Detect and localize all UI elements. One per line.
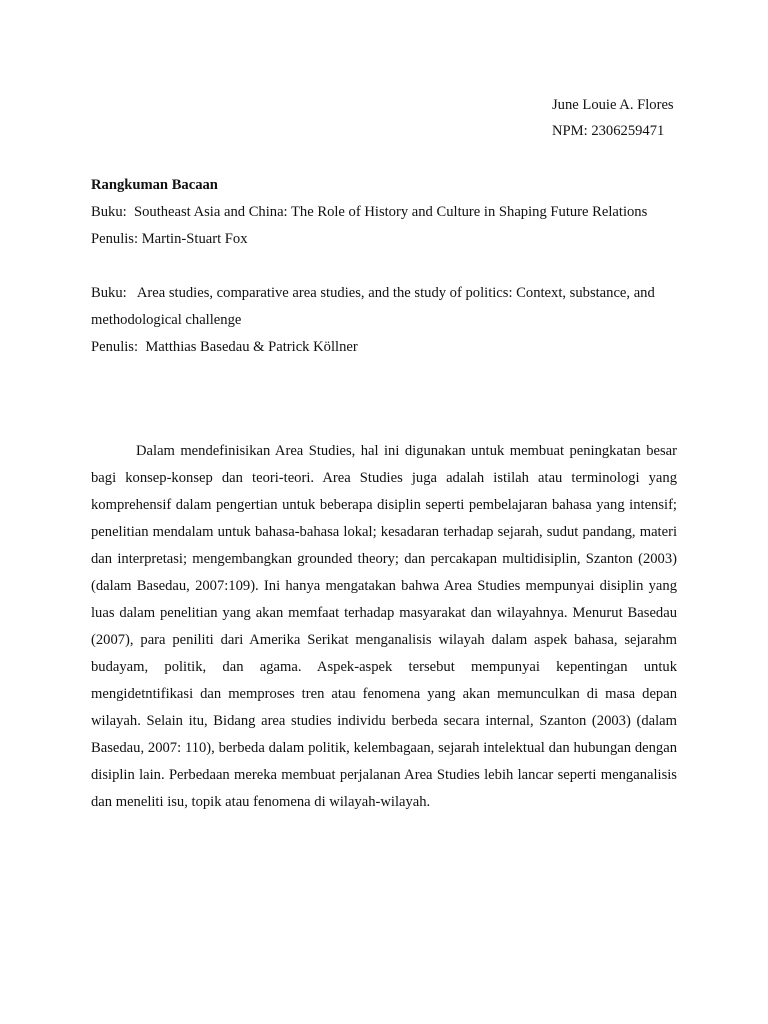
book1-line xyxy=(91,199,681,226)
author-block xyxy=(552,92,674,144)
book1-title: Southeast Asia and China: The Role of History and Culture in Shaping Future Relations xyxy=(133,204,648,220)
book1-author-label: Penulis: xyxy=(91,231,142,247)
document-title: Rangkuman Bacaan xyxy=(91,177,218,193)
book2-author-label: Penulis: xyxy=(91,339,146,355)
book1-label: Buku: xyxy=(91,204,134,220)
book1-author-line xyxy=(91,226,681,253)
book2-title: Area studies, comparative area studies, and the study of politics: Context, substance, and methodological challenge xyxy=(91,285,655,328)
author-npm: NPM: 2306259471 xyxy=(552,123,665,139)
book2-line xyxy=(91,280,681,334)
author-name: June Louie A. Flores xyxy=(552,97,674,113)
summary-paragraph: Dalam mendefinisikan Area Studies, hal ini digunakan untuk membuat peningkatan besar bagi konsep-konsep dan teori-teori. Area Studies juga adalah istilah atau terminologi yang komprehensif dalam pengertian untuk beberapa disiplin seperti pembelajaran bahasa yang intensif; penelitian mendalam untuk bahasa-bahasa lokal; kesadaran terhadap sejarah, sudut pandang, materi dan interpretasi; mengembangkan grounded theory; dan percakapan multidisiplin, Szanton (2003) (dalam Basedau, 2007:109). Ini hanya mengatakan bahwa Area Studies mempunyai disiplin yang luas dalam penelitian yang akan memfaat terhadap masyarakat dan wilayahnya. Menurut Basedau (2007), para peniliti dari Amerika Serikat menganalisis wilayah dalam aspek bahasa, sejarahm budayam, politik, dan agama. Aspek-aspek tersebut mempunyai kepentingan untuk mengidetntifikasi dan memproses tren atau fenomena yang akan memunculkan di masa depan wilayah. Selain itu, Bidang area studies individu berbeda secara internal, Szanton (2003) (dalam Basedau, 2007: 110), berbeda dalam politik, kelembagaan, sejarah intelektual dan hubungan dengan disiplin lain. Perbedaan mereka membuat perjalanan Area Studies lebih lancar seperti menganalisis dan meneliti isu, topik atau fenomena di wilayah-wilayah. xyxy=(91,443,677,810)
book1-author: Martin-Stuart Fox xyxy=(141,231,248,247)
book2-author-line xyxy=(91,334,681,361)
reading-header xyxy=(91,172,681,361)
spacer xyxy=(91,253,681,280)
book2-label: Buku: xyxy=(91,285,137,301)
book2-author: Matthias Basedau & Patrick Köllner xyxy=(145,339,358,355)
